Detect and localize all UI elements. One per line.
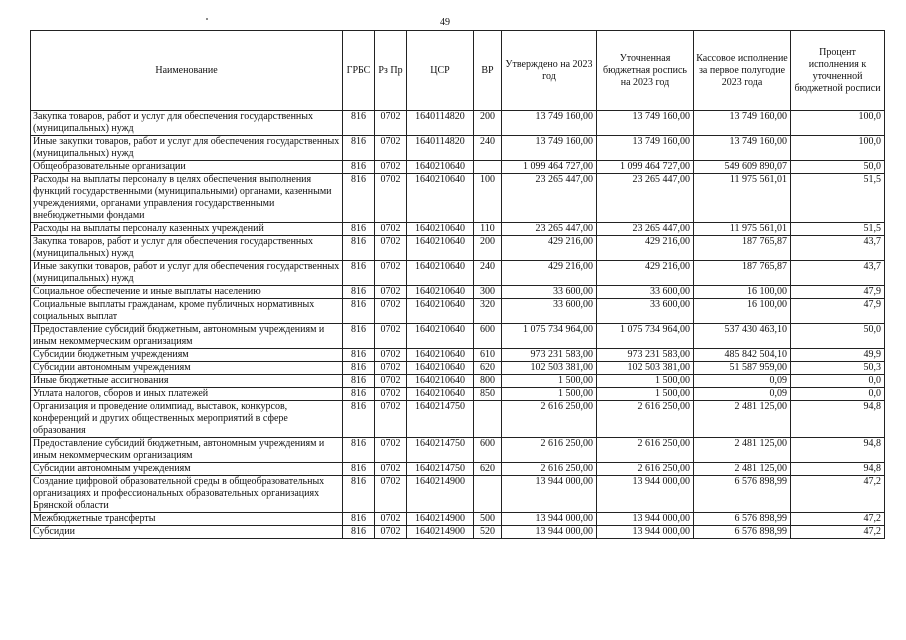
cell-approved: 1 500,00 xyxy=(502,375,597,388)
cell-percent: 100,0 xyxy=(791,136,885,161)
cell-grbs: 816 xyxy=(343,513,375,526)
cell-rzpr: 0702 xyxy=(375,463,407,476)
header-cash: Кассовое исполнение за первое полугодие 2023 года xyxy=(694,31,791,111)
cell-adjusted: 1 075 734 964,00 xyxy=(597,324,694,349)
cell-percent: 0,0 xyxy=(791,388,885,401)
cell-grbs: 816 xyxy=(343,111,375,136)
cell-cash: 537 430 463,10 xyxy=(694,324,791,349)
cell-percent: 43,7 xyxy=(791,261,885,286)
cell-csr: 1640210640 xyxy=(407,223,474,236)
cell-grbs: 816 xyxy=(343,174,375,223)
cell-name: Субсидии автономным учреждениям xyxy=(31,463,343,476)
table-row xyxy=(31,388,885,401)
cell-approved: 23 265 447,00 xyxy=(502,174,597,223)
cell-approved: 429 216,00 xyxy=(502,261,597,286)
cell-vr: 200 xyxy=(474,236,502,261)
cell-csr: 1640210640 xyxy=(407,375,474,388)
cell-csr: 1640210640 xyxy=(407,388,474,401)
cell-rzpr: 0702 xyxy=(375,111,407,136)
table-row xyxy=(31,526,885,539)
cell-cash: 2 481 125,00 xyxy=(694,401,791,438)
cell-grbs: 816 xyxy=(343,388,375,401)
cell-cash: 549 609 890,07 xyxy=(694,161,791,174)
table-header-row xyxy=(31,31,885,111)
cell-csr: 1640210640 xyxy=(407,161,474,174)
cell-approved: 13 944 000,00 xyxy=(502,476,597,513)
cell-approved: 13 749 160,00 xyxy=(502,136,597,161)
cell-approved: 2 616 250,00 xyxy=(502,438,597,463)
cell-grbs: 816 xyxy=(343,324,375,349)
cell-rzpr: 0702 xyxy=(375,174,407,223)
cell-cash: 11 975 561,01 xyxy=(694,174,791,223)
cell-approved: 1 500,00 xyxy=(502,388,597,401)
cell-name: Социальное обеспечение и иные выплаты населению xyxy=(31,286,343,299)
cell-name: Уплата налогов, сборов и иных платежей xyxy=(31,388,343,401)
cell-name: Общеобразовательные организации xyxy=(31,161,343,174)
cell-adjusted: 33 600,00 xyxy=(597,286,694,299)
cell-adjusted: 23 265 447,00 xyxy=(597,223,694,236)
cell-name: Создание цифровой образовательной среды в общеобразовательных организациях и профессиональных образовательных организациях Брянской области xyxy=(31,476,343,513)
cell-grbs: 816 xyxy=(343,161,375,174)
table-row xyxy=(31,299,885,324)
cell-percent: 47,9 xyxy=(791,286,885,299)
cell-approved: 2 616 250,00 xyxy=(502,463,597,476)
cell-cash: 13 749 160,00 xyxy=(694,111,791,136)
cell-vr: 240 xyxy=(474,261,502,286)
cell-grbs: 816 xyxy=(343,401,375,438)
cell-name: Социальные выплаты гражданам, кроме публичных нормативных социальных выплат xyxy=(31,299,343,324)
cell-csr: 1640114820 xyxy=(407,136,474,161)
cell-adjusted: 429 216,00 xyxy=(597,236,694,261)
cell-rzpr: 0702 xyxy=(375,438,407,463)
cell-cash: 485 842 504,10 xyxy=(694,349,791,362)
cell-grbs: 816 xyxy=(343,476,375,513)
table-row xyxy=(31,136,885,161)
header-vr: ВР xyxy=(474,31,502,111)
cell-name: Предоставление субсидий бюджетным, автономным учреждениям и иным некоммерческим организациям xyxy=(31,438,343,463)
cell-approved: 102 503 381,00 xyxy=(502,362,597,375)
cell-name: Расходы на выплаты персоналу казенных учреждений xyxy=(31,223,343,236)
cell-name: Субсидии автономным учреждениям xyxy=(31,362,343,375)
cell-name: Иные бюджетные ассигнования xyxy=(31,375,343,388)
cell-percent: 100,0 xyxy=(791,111,885,136)
cell-rzpr: 0702 xyxy=(375,223,407,236)
table-row xyxy=(31,261,885,286)
cell-adjusted: 13 944 000,00 xyxy=(597,476,694,513)
cell-rzpr: 0702 xyxy=(375,324,407,349)
cell-cash: 16 100,00 xyxy=(694,299,791,324)
cell-percent: 51,5 xyxy=(791,223,885,236)
scan-speck xyxy=(206,18,208,20)
cell-name: Закупка товаров, работ и услуг для обеспечения государственных (муниципальных) нужд xyxy=(31,236,343,261)
cell-percent: 50,3 xyxy=(791,362,885,375)
cell-vr xyxy=(474,161,502,174)
table-body xyxy=(31,111,885,539)
cell-rzpr: 0702 xyxy=(375,476,407,513)
cell-percent: 49,9 xyxy=(791,349,885,362)
header-percent: Процент исполнения к уточненной бюджетной росписи xyxy=(791,31,885,111)
table-row xyxy=(31,375,885,388)
header-csr: ЦСР xyxy=(407,31,474,111)
cell-vr xyxy=(474,476,502,513)
cell-grbs: 816 xyxy=(343,362,375,375)
cell-rzpr: 0702 xyxy=(375,526,407,539)
cell-adjusted: 1 500,00 xyxy=(597,375,694,388)
cell-name: Межбюджетные трансферты xyxy=(31,513,343,526)
cell-adjusted: 973 231 583,00 xyxy=(597,349,694,362)
cell-vr: 320 xyxy=(474,299,502,324)
cell-rzpr: 0702 xyxy=(375,362,407,375)
header-grbs: ГРБС xyxy=(343,31,375,111)
cell-grbs: 816 xyxy=(343,261,375,286)
header-rzpr: Рз Пр xyxy=(375,31,407,111)
cell-approved: 33 600,00 xyxy=(502,286,597,299)
header-approved: Утверждено на 2023 год xyxy=(502,31,597,111)
cell-percent: 94,8 xyxy=(791,401,885,438)
cell-name: Субсидии бюджетным учреждениям xyxy=(31,349,343,362)
cell-csr: 1640214900 xyxy=(407,513,474,526)
cell-percent: 47,9 xyxy=(791,299,885,324)
cell-vr: 110 xyxy=(474,223,502,236)
table-row xyxy=(31,286,885,299)
cell-approved: 33 600,00 xyxy=(502,299,597,324)
cell-percent: 43,7 xyxy=(791,236,885,261)
cell-name: Расходы на выплаты персоналу в целях обеспечения выполнения функций государственными (муниципальными) органами, казенными учреждениями, органами управления государственными внебюджетными фондами xyxy=(31,174,343,223)
cell-grbs: 816 xyxy=(343,375,375,388)
cell-adjusted: 2 616 250,00 xyxy=(597,438,694,463)
cell-vr: 620 xyxy=(474,463,502,476)
cell-vr xyxy=(474,401,502,438)
cell-csr: 1640214750 xyxy=(407,438,474,463)
cell-percent: 51,5 xyxy=(791,174,885,223)
cell-rzpr: 0702 xyxy=(375,236,407,261)
cell-csr: 1640210640 xyxy=(407,362,474,375)
cell-adjusted: 429 216,00 xyxy=(597,261,694,286)
cell-cash: 16 100,00 xyxy=(694,286,791,299)
cell-vr: 520 xyxy=(474,526,502,539)
cell-rzpr: 0702 xyxy=(375,513,407,526)
cell-adjusted: 23 265 447,00 xyxy=(597,174,694,223)
header-adjusted: Уточненная бюджетная роспись на 2023 год xyxy=(597,31,694,111)
cell-cash: 6 576 898,99 xyxy=(694,476,791,513)
cell-csr: 1640214750 xyxy=(407,463,474,476)
cell-vr: 200 xyxy=(474,111,502,136)
cell-cash: 187 765,87 xyxy=(694,236,791,261)
cell-grbs: 816 xyxy=(343,438,375,463)
cell-vr: 850 xyxy=(474,388,502,401)
cell-adjusted: 13 749 160,00 xyxy=(597,136,694,161)
cell-approved: 23 265 447,00 xyxy=(502,223,597,236)
cell-csr: 1640210640 xyxy=(407,299,474,324)
table-row xyxy=(31,513,885,526)
cell-approved: 2 616 250,00 xyxy=(502,401,597,438)
cell-grbs: 816 xyxy=(343,299,375,324)
cell-vr: 500 xyxy=(474,513,502,526)
budget-table xyxy=(30,30,885,539)
cell-cash: 6 576 898,99 xyxy=(694,513,791,526)
cell-cash: 2 481 125,00 xyxy=(694,438,791,463)
cell-csr: 1640210640 xyxy=(407,286,474,299)
cell-csr: 1640210640 xyxy=(407,174,474,223)
cell-approved: 1 075 734 964,00 xyxy=(502,324,597,349)
cell-adjusted: 2 616 250,00 xyxy=(597,401,694,438)
table-row xyxy=(31,161,885,174)
cell-grbs: 816 xyxy=(343,236,375,261)
cell-percent: 47,2 xyxy=(791,513,885,526)
cell-vr: 240 xyxy=(474,136,502,161)
cell-vr: 600 xyxy=(474,324,502,349)
cell-percent: 0,0 xyxy=(791,375,885,388)
cell-rzpr: 0702 xyxy=(375,161,407,174)
cell-name: Закупка товаров, работ и услуг для обеспечения государственных (муниципальных) нужд xyxy=(31,111,343,136)
table-row xyxy=(31,223,885,236)
cell-cash: 13 749 160,00 xyxy=(694,136,791,161)
cell-cash: 6 576 898,99 xyxy=(694,526,791,539)
cell-rzpr: 0702 xyxy=(375,136,407,161)
cell-rzpr: 0702 xyxy=(375,261,407,286)
header-name: Наименование xyxy=(31,31,343,111)
table-row xyxy=(31,174,885,223)
table-row xyxy=(31,362,885,375)
cell-name: Организация и проведение олимпиад, выставок, конкурсов, конференций и других общественных мероприятий в сфере образования xyxy=(31,401,343,438)
cell-cash: 0,09 xyxy=(694,388,791,401)
cell-percent: 94,8 xyxy=(791,438,885,463)
cell-adjusted: 13 944 000,00 xyxy=(597,513,694,526)
cell-rzpr: 0702 xyxy=(375,401,407,438)
table-row xyxy=(31,236,885,261)
cell-percent: 47,2 xyxy=(791,526,885,539)
cell-adjusted: 13 944 000,00 xyxy=(597,526,694,539)
cell-rzpr: 0702 xyxy=(375,375,407,388)
cell-adjusted: 2 616 250,00 xyxy=(597,463,694,476)
cell-percent: 47,2 xyxy=(791,476,885,513)
table-row xyxy=(31,111,885,136)
cell-vr: 800 xyxy=(474,375,502,388)
table-row xyxy=(31,463,885,476)
cell-csr: 1640210640 xyxy=(407,236,474,261)
cell-cash: 187 765,87 xyxy=(694,261,791,286)
cell-adjusted: 33 600,00 xyxy=(597,299,694,324)
cell-vr: 100 xyxy=(474,174,502,223)
cell-adjusted: 1 500,00 xyxy=(597,388,694,401)
cell-rzpr: 0702 xyxy=(375,388,407,401)
cell-csr: 1640210640 xyxy=(407,324,474,349)
cell-cash: 0,09 xyxy=(694,375,791,388)
cell-vr: 610 xyxy=(474,349,502,362)
cell-name: Предоставление субсидий бюджетным, автономным учреждениям и иным некоммерческим организациям xyxy=(31,324,343,349)
table-row xyxy=(31,349,885,362)
cell-adjusted: 102 503 381,00 xyxy=(597,362,694,375)
cell-grbs: 816 xyxy=(343,223,375,236)
cell-percent: 50,0 xyxy=(791,161,885,174)
cell-adjusted: 13 749 160,00 xyxy=(597,111,694,136)
cell-cash: 11 975 561,01 xyxy=(694,223,791,236)
cell-approved: 1 099 464 727,00 xyxy=(502,161,597,174)
cell-csr: 1640214900 xyxy=(407,526,474,539)
cell-cash: 51 587 959,00 xyxy=(694,362,791,375)
cell-name: Иные закупки товаров, работ и услуг для обеспечения государственных (муниципальных) нужд xyxy=(31,136,343,161)
cell-grbs: 816 xyxy=(343,349,375,362)
cell-adjusted: 1 099 464 727,00 xyxy=(597,161,694,174)
cell-grbs: 816 xyxy=(343,136,375,161)
cell-rzpr: 0702 xyxy=(375,349,407,362)
cell-csr: 1640210640 xyxy=(407,261,474,286)
cell-grbs: 816 xyxy=(343,463,375,476)
cell-name: Иные закупки товаров, работ и услуг для обеспечения государственных (муниципальных) нужд xyxy=(31,261,343,286)
cell-approved: 429 216,00 xyxy=(502,236,597,261)
cell-vr: 600 xyxy=(474,438,502,463)
cell-rzpr: 0702 xyxy=(375,299,407,324)
cell-percent: 94,8 xyxy=(791,463,885,476)
table-row xyxy=(31,401,885,438)
table-row xyxy=(31,476,885,513)
cell-csr: 1640114820 xyxy=(407,111,474,136)
cell-approved: 973 231 583,00 xyxy=(502,349,597,362)
cell-cash: 2 481 125,00 xyxy=(694,463,791,476)
cell-csr: 1640214900 xyxy=(407,476,474,513)
cell-approved: 13 944 000,00 xyxy=(502,526,597,539)
cell-rzpr: 0702 xyxy=(375,286,407,299)
cell-percent: 50,0 xyxy=(791,324,885,349)
cell-vr: 300 xyxy=(474,286,502,299)
cell-approved: 13 944 000,00 xyxy=(502,513,597,526)
table-row xyxy=(31,324,885,349)
cell-csr: 1640210640 xyxy=(407,349,474,362)
cell-approved: 13 749 160,00 xyxy=(502,111,597,136)
cell-grbs: 816 xyxy=(343,526,375,539)
cell-vr: 620 xyxy=(474,362,502,375)
table-row xyxy=(31,438,885,463)
cell-grbs: 816 xyxy=(343,286,375,299)
cell-name: Субсидии xyxy=(31,526,343,539)
cell-csr: 1640214750 xyxy=(407,401,474,438)
page-number: 49 xyxy=(440,17,450,28)
